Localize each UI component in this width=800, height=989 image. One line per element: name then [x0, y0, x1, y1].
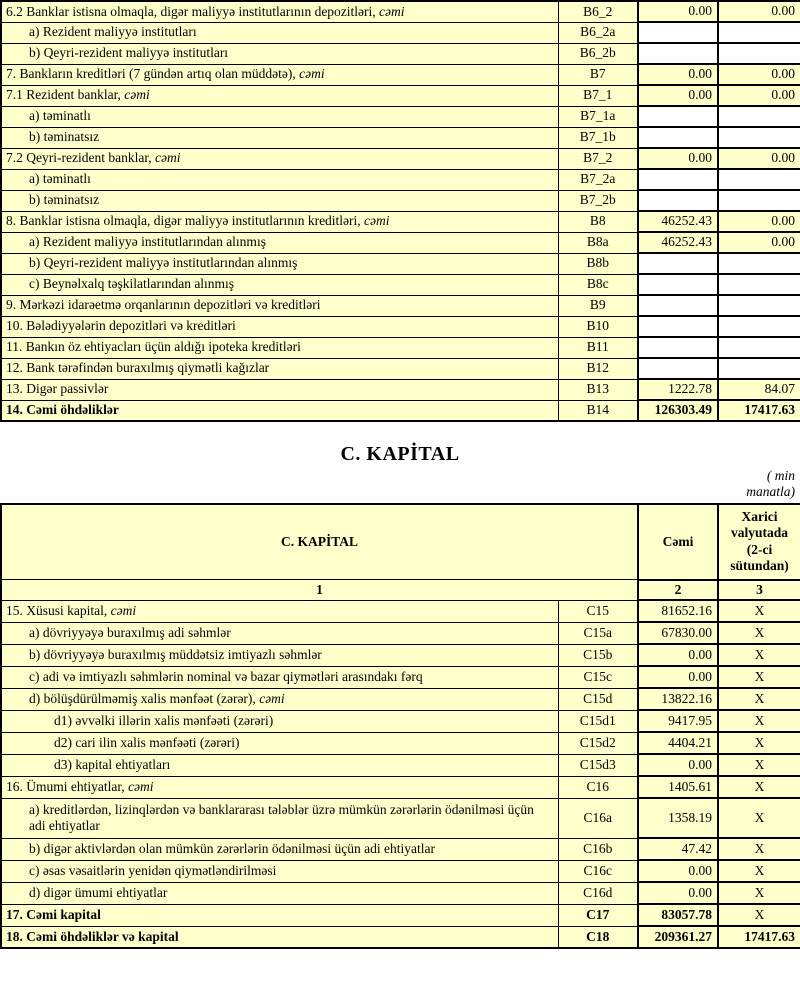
row-total-value: 67830.00: [638, 622, 718, 644]
row-total-value: [638, 274, 718, 295]
row-label: 6.2 Banklar istisna olmaqla, digər maliyyə institutlarının depozitləri, cəmi: [1, 1, 558, 22]
row-fx-value: [718, 106, 800, 127]
row-code: B6_2a: [558, 22, 638, 43]
row-total-value: [638, 295, 718, 316]
row-total-value: 0.00: [638, 85, 718, 106]
row-code: B8a: [558, 232, 638, 253]
liabilities-table-body: [1, 1, 800, 421]
capital-header-row: [1, 504, 800, 580]
table-row: [1, 882, 800, 904]
row-fx-value: 0.00: [718, 64, 800, 85]
table-row: [1, 22, 800, 43]
table-row: [1, 1, 800, 22]
row-label: a) Rezident maliyyə institutlarından alınmış: [1, 232, 558, 253]
capital-section-title: C. KAPİTAL: [340, 443, 460, 465]
row-code: B6_2b: [558, 43, 638, 64]
row-total-value: 0.00: [638, 666, 718, 688]
row-total-value: 1222.78: [638, 379, 718, 400]
row-label: 17. Cəmi kapital: [1, 904, 558, 926]
row-label: b) dövriyyəyə buraxılmış müddətsiz imtiyazlı səhmlər: [1, 644, 558, 666]
table-row: [1, 798, 800, 838]
row-code: B7_1a: [558, 106, 638, 127]
row-label: a) Rezident maliyyə institutları: [1, 22, 558, 43]
table-row: [1, 732, 800, 754]
capital-table-body: [1, 600, 800, 948]
table-row: [1, 666, 800, 688]
row-total-value: 47.42: [638, 838, 718, 860]
row-label: c) adi və imtiyazlı səhmlərin nominal və bazar qiymətləri arasındakı fərq: [1, 666, 558, 688]
row-fx-value: X: [718, 622, 800, 644]
table-row: [1, 710, 800, 732]
row-label: 10. Bələdiyyələrin depozitləri və kreditləri: [1, 316, 558, 337]
row-code: C16: [558, 776, 638, 798]
table-row: [1, 644, 800, 666]
row-code: B14: [558, 400, 638, 421]
table-row: [1, 190, 800, 211]
row-code: C15a: [558, 622, 638, 644]
row-label: 7.2 Qeyri-rezident banklar, cəmi: [1, 148, 558, 169]
row-code: C15b: [558, 644, 638, 666]
capital-header-fx: Xarici valyutada (2-ci sütundan): [718, 504, 800, 580]
row-fx-value: X: [718, 798, 800, 838]
row-fx-value: X: [718, 666, 800, 688]
row-label: 15. Xüsusi kapital, cəmi: [1, 600, 558, 622]
row-label: b) təminatsız: [1, 127, 558, 148]
row-code: C15d3: [558, 754, 638, 776]
row-fx-value: [718, 190, 800, 211]
row-code: B7: [558, 64, 638, 85]
table-row: [1, 316, 800, 337]
table-row: [1, 688, 800, 710]
row-fx-value: [718, 253, 800, 274]
table-row: [1, 337, 800, 358]
row-fx-value: [718, 358, 800, 379]
row-label: d1) əvvəlki illərin xalis mənfəəti (zərəri): [1, 710, 558, 732]
row-code: B7_2b: [558, 190, 638, 211]
row-label: a) təminatlı: [1, 169, 558, 190]
row-code: B8c: [558, 274, 638, 295]
row-fx-value: X: [718, 754, 800, 776]
row-total-value: 46252.43: [638, 211, 718, 232]
table-row: [1, 904, 800, 926]
row-total-value: [638, 169, 718, 190]
row-label: 8. Banklar istisna olmaqla, digər maliyyə institutlarının kreditləri, cəmi: [1, 211, 558, 232]
table-row: [1, 838, 800, 860]
table-row: [1, 776, 800, 798]
row-label: 11. Bankın öz ehtiyacları üçün aldığı ipoteka kreditləri: [1, 337, 558, 358]
column-number-row: [1, 580, 800, 600]
row-total-value: 0.00: [638, 148, 718, 169]
row-total-value: [638, 127, 718, 148]
table-row: [1, 379, 800, 400]
row-total-value: 9417.95: [638, 710, 718, 732]
row-label: 13. Digər passivlər: [1, 379, 558, 400]
table-row: [1, 253, 800, 274]
table-row: [1, 43, 800, 64]
row-code: B7_2a: [558, 169, 638, 190]
row-label: 12. Bank tərəfindən buraxılmış qiymətli kağızlar: [1, 358, 558, 379]
row-total-value: [638, 316, 718, 337]
row-fx-value: 0.00: [718, 232, 800, 253]
row-fx-value: X: [718, 838, 800, 860]
row-fx-value: [718, 127, 800, 148]
row-code: B9: [558, 295, 638, 316]
row-code: B7_1b: [558, 127, 638, 148]
row-code: B11: [558, 337, 638, 358]
row-code: C15d2: [558, 732, 638, 754]
row-fx-value: 0.00: [718, 148, 800, 169]
capital-table: [0, 503, 800, 949]
row-label: 7.1 Rezident banklar, cəmi: [1, 85, 558, 106]
row-label: a) dövriyyəyə buraxılmış adi səhmlər: [1, 622, 558, 644]
table-row: [1, 400, 800, 421]
table-row: [1, 274, 800, 295]
row-code: B12: [558, 358, 638, 379]
table-row: [1, 169, 800, 190]
column-number-2: 2: [638, 580, 718, 600]
row-code: C15d: [558, 688, 638, 710]
row-total-value: [638, 43, 718, 64]
row-fx-value: X: [718, 904, 800, 926]
table-row: [1, 148, 800, 169]
row-label: 18. Cəmi öhdəliklər və kapital: [1, 926, 558, 948]
row-fx-value: [718, 316, 800, 337]
row-total-value: 81652.16: [638, 600, 718, 622]
row-fx-value: X: [718, 732, 800, 754]
row-label: a) kreditlərdən, lizinqlərdən və banklararası tələblər üzrə mümkün zərərlərin ödənilməsi üçün adi ehtiyatlar: [1, 798, 558, 838]
table-row: [1, 85, 800, 106]
row-fx-value: X: [718, 644, 800, 666]
row-total-value: [638, 22, 718, 43]
row-fx-value: [718, 169, 800, 190]
unit-note-line-1: ( min: [766, 468, 795, 483]
row-total-value: [638, 358, 718, 379]
row-fx-value: [718, 274, 800, 295]
table-row: [1, 860, 800, 882]
row-code: C15c: [558, 666, 638, 688]
row-total-value: 0.00: [638, 64, 718, 85]
row-total-value: 46252.43: [638, 232, 718, 253]
row-fx-value: 0.00: [718, 85, 800, 106]
row-total-value: 0.00: [638, 860, 718, 882]
column-number-3: 3: [718, 580, 800, 600]
table-row: [1, 754, 800, 776]
row-total-value: [638, 253, 718, 274]
table-row: [1, 600, 800, 622]
row-fx-value: 0.00: [718, 1, 800, 22]
row-label: d2) cari ilin xalis mənfəəti (zərəri): [1, 732, 558, 754]
row-fx-value: X: [718, 600, 800, 622]
unit-note: [0, 468, 800, 500]
row-code: B8b: [558, 253, 638, 274]
row-label: a) təminatlı: [1, 106, 558, 127]
row-fx-value: X: [718, 882, 800, 904]
table-row: [1, 211, 800, 232]
row-code: B8: [558, 211, 638, 232]
row-fx-value: X: [718, 688, 800, 710]
row-label: d) digər ümumi ehtiyatlar: [1, 882, 558, 904]
row-total-value: 4404.21: [638, 732, 718, 754]
row-total-value: 83057.78: [638, 904, 718, 926]
row-total-value: [638, 190, 718, 211]
row-label: b) Qeyri-rezident maliyyə institutları: [1, 43, 558, 64]
table-row: [1, 358, 800, 379]
row-code: B6_2: [558, 1, 638, 22]
row-code: B7_1: [558, 85, 638, 106]
table-row: [1, 106, 800, 127]
row-code: B7_2: [558, 148, 638, 169]
row-code: C16a: [558, 798, 638, 838]
table-row: [1, 64, 800, 85]
row-label: b) təminatsız: [1, 190, 558, 211]
table-row: [1, 926, 800, 948]
row-code: C17: [558, 904, 638, 926]
row-label: 16. Ümumi ehtiyatlar, cəmi: [1, 776, 558, 798]
row-total-value: 126303.49: [638, 400, 718, 421]
row-label: 14. Cəmi öhdəliklər: [1, 400, 558, 421]
row-total-value: 1405.61: [638, 776, 718, 798]
capital-header-total: Cəmi: [638, 504, 718, 580]
row-code: C16b: [558, 838, 638, 860]
row-total-value: [638, 337, 718, 358]
unit-note-line-2: manatla): [746, 483, 795, 499]
row-fx-value: 0.00: [718, 211, 800, 232]
row-fx-value: [718, 43, 800, 64]
row-label: d) bölüşdürülməmiş xalis mənfəət (zərər), cəmi: [1, 688, 558, 710]
row-fx-value: [718, 337, 800, 358]
row-total-value: 13822.16: [638, 688, 718, 710]
row-code: C18: [558, 926, 638, 948]
row-fx-value: 17417.63: [718, 926, 800, 948]
liabilities-table: [0, 0, 800, 422]
row-total-value: [638, 106, 718, 127]
table-row: [1, 232, 800, 253]
row-label: 9. Mərkəzi idarəetmə orqanlarının depozitləri və kreditləri: [1, 295, 558, 316]
table-row: [1, 622, 800, 644]
row-code: B13: [558, 379, 638, 400]
column-number-1: 1: [1, 580, 638, 600]
row-fx-value: [718, 295, 800, 316]
row-total-value: 0.00: [638, 882, 718, 904]
row-code: C16d: [558, 882, 638, 904]
row-fx-value: X: [718, 776, 800, 798]
row-fx-value: [718, 22, 800, 43]
table-row: [1, 295, 800, 316]
row-total-value: 0.00: [638, 644, 718, 666]
row-fx-value: X: [718, 860, 800, 882]
row-total-value: 0.00: [638, 1, 718, 22]
row-label: d3) kapital ehtiyatları: [1, 754, 558, 776]
row-label: c) Beynəlxalq təşkilatlarından alınmış: [1, 274, 558, 295]
row-fx-value: X: [718, 710, 800, 732]
row-code: C16c: [558, 860, 638, 882]
row-label: b) Qeyri-rezident maliyyə institutlarından alınmış: [1, 253, 558, 274]
row-total-value: 209361.27: [638, 926, 718, 948]
row-label: 7. Bankların kreditləri (7 gündən artıq olan müddətə), cəmi: [1, 64, 558, 85]
capital-header-title: C. KAPİTAL: [1, 504, 638, 580]
row-code: C15: [558, 600, 638, 622]
row-total-value: 0.00: [638, 754, 718, 776]
row-code: B10: [558, 316, 638, 337]
row-fx-value: 84.07: [718, 379, 800, 400]
table-row: [1, 127, 800, 148]
row-label: c) əsas vəsaitlərin yenidən qiymətləndirilməsi: [1, 860, 558, 882]
row-label: b) digər aktivlərdən olan mümkün zərərlərin ödənilməsi üçün adi ehtiyatlar: [1, 838, 558, 860]
row-total-value: 1358.19: [638, 798, 718, 838]
row-code: C15d1: [558, 710, 638, 732]
row-fx-value: 17417.63: [718, 400, 800, 421]
